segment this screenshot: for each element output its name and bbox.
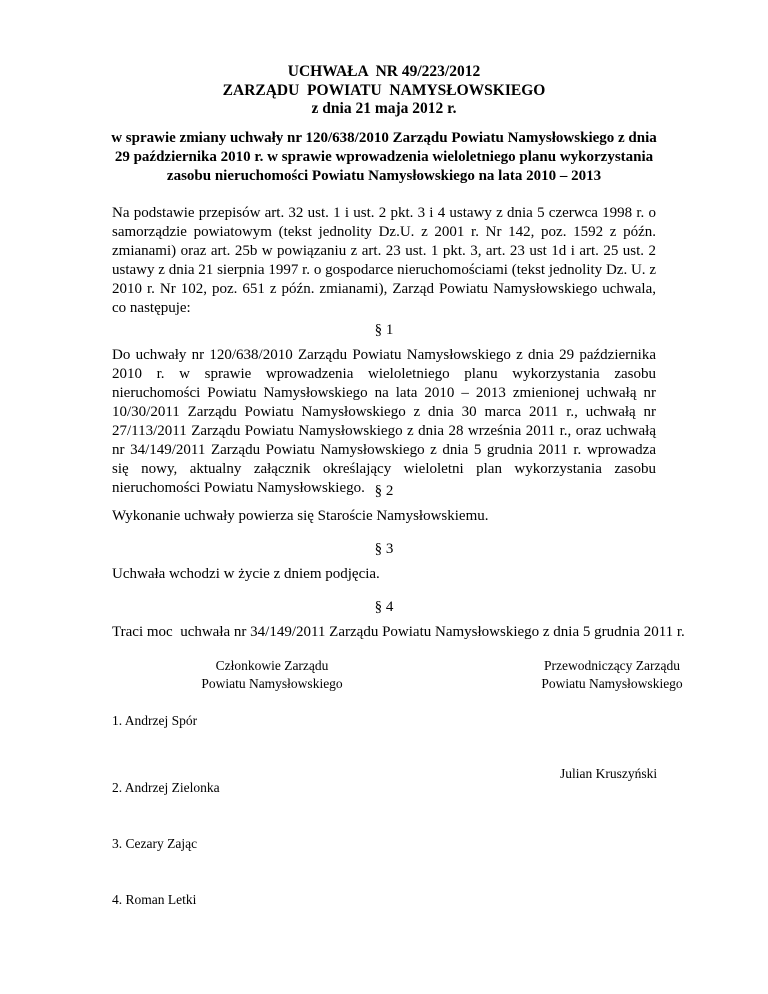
members-signature-block <box>162 657 382 693</box>
member-name: 1. Andrzej Spór <box>112 713 198 728</box>
resolution-date: z dnia 21 maja 2012 r. <box>311 100 457 117</box>
members-title: Członkowie Zarządu <box>215 658 329 673</box>
section-mark-4: § 4 <box>374 599 394 615</box>
section-1-text: Do uchwały nr 120/638/2010 Zarządu Powiatu Namysłowskiego z dnia 29 października 2010 r. w sprawie wprowadzenia wieloletniego planu wykorzystania zasobu nieruchomości Powiatu Namysłowskiego na lata 2010 – 2013 zmienionej uchwałą nr 10/30/2011 Zarządu Powiatu Namysłowskiego z dnia 30 marca 2011 r., uchwałą nr 27/113/2011 Zarządu Powiatu Namysłowskiego z dnia 28 września 2011 r., oraz uchwałą nr 34/149/2011 Zarządu Powiatu Namysłowskiego z dnia 5 grudnia 2011 r. wprowadza się nowy, aktualny załącznik określający wieloletni plan wykorzystania zasobu nieruchomości Powiatu Namysłowskiego. <box>112 347 656 496</box>
subject-line: 29 października 2010 r. w sprawie wprowadzenia wieloletniego planu wykorzystania <box>114 149 654 165</box>
members-title: Powiatu Namysłowskiego <box>201 676 343 691</box>
resolution-subject <box>60 129 708 186</box>
chairman-signature-block <box>502 657 722 693</box>
resolution-header <box>0 63 768 119</box>
section-2-text: Wykonanie uchwały powierza się Staroście Namysłowskiemu. <box>112 508 489 524</box>
chairman-name: Julian Kruszyński <box>560 766 658 781</box>
chairman-title: Powiatu Namysłowskiego <box>541 676 683 691</box>
section-mark-3: § 3 <box>374 541 394 557</box>
preamble-paragraph: Na podstawie przepisów art. 32 ust. 1 i ust. 2 pkt. 3 i 4 ustawy z dnia 5 czerwca 1998 r. o samorządzie powiatowym (tekst jednolity Dz.U. z 2001 r. Nr 142, poz. 1592 z późn. zmianami) oraz art. 25b w powiązaniu z art. 23 ust. 1 pkt. 3, art. 23 ust 1d i art. 25 ust. 2 ustawy z dnia 21 sierpnia 1997 r. o gospodarce nieruchomościami (tekst jednolity Dz. U. z 2010 r. Nr 102, poz. 651 z późn. zmianami), Zarząd Powiatu Namysłowskiego uchwala, co następuje: <box>112 205 656 316</box>
section-3-text: Uchwała wchodzi w życie z dniem podjęcia. <box>112 566 380 582</box>
chairman-title: Przewodniczący Zarządu <box>543 658 681 673</box>
subject-line: zasobu nieruchomości Powiatu Namysłowskiego na lata 2010 – 2013 <box>166 168 602 184</box>
member-name: 3. Cezary Zając <box>112 836 198 851</box>
resolution-number: UCHWAŁA NR 49/223/2012 <box>287 63 481 80</box>
member-name: 2. Andrzej Zielonka <box>112 780 220 795</box>
section-4-text: Traci moc uchwała nr 34/149/2011 Zarządu Powiatu Namysłowskiego z dnia 5 grudnia 2011 r. <box>112 624 685 640</box>
issuing-body: ZARZĄDU POWIATU NAMYSŁOWSKIEGO <box>222 81 546 99</box>
section-mark-1: § 1 <box>374 322 394 338</box>
member-name: 4. Roman Letki <box>112 892 197 907</box>
section-mark-2: § 2 <box>374 483 394 499</box>
subject-line: w sprawie zmiany uchwały nr 120/638/2010 Zarządu Powiatu Namysłowskiego z dnia <box>111 130 657 146</box>
